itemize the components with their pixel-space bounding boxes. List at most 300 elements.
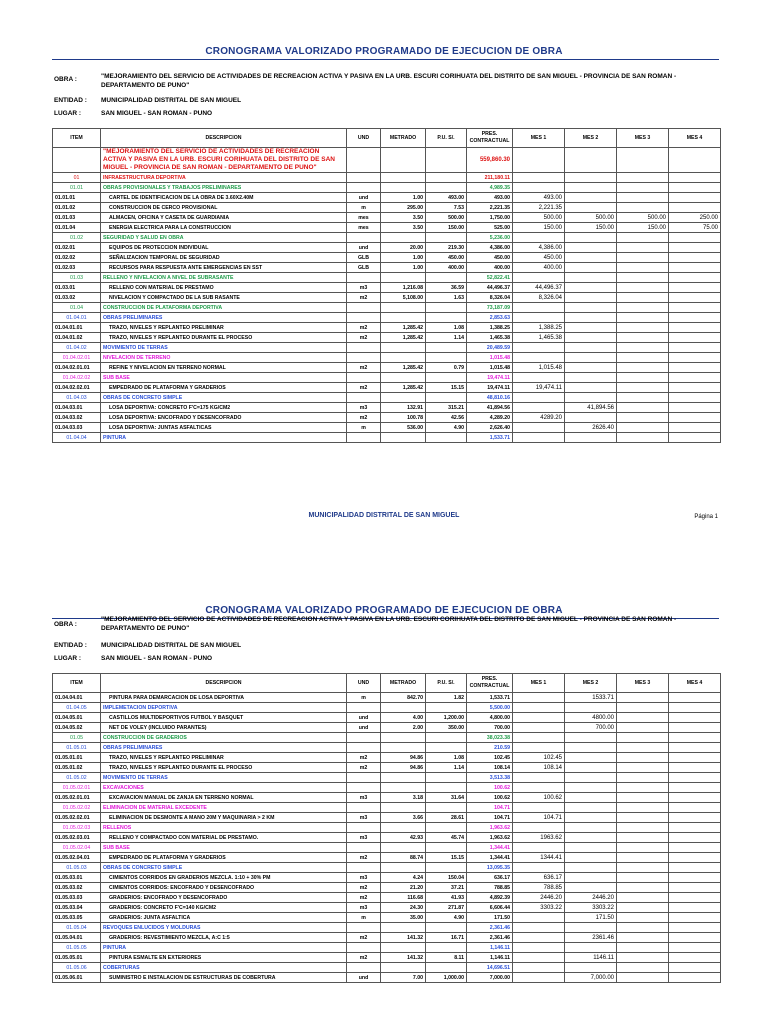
cell-pres: 6,606.44 (467, 903, 513, 913)
cell-item: 01.05.06 (53, 963, 101, 973)
table-row (53, 433, 721, 443)
cell-mes4 (669, 913, 721, 923)
cell-mes2: 3303.22 (565, 903, 617, 913)
col-mes1: MES 1 (513, 129, 565, 148)
cell-desc: EXCAVACIONES (101, 783, 347, 793)
table-row (53, 763, 721, 773)
cell-und: m3 (347, 403, 381, 413)
cell-mes3 (617, 893, 669, 903)
cell-desc: EMPEDRADO DE PLATAFORMA Y GRADERIOS (101, 383, 347, 393)
cell-pres: 1,465.38 (467, 333, 513, 343)
cell-mes2 (565, 883, 617, 893)
cell-mes2 (565, 853, 617, 863)
cell-mes1: 500.00 (513, 213, 565, 223)
cell-metrado: 141.32 (381, 933, 426, 943)
cell-mes3 (617, 943, 669, 953)
cell-mes2 (565, 233, 617, 243)
table-row (53, 733, 721, 743)
cell-mes3 (617, 233, 669, 243)
cell-mes2 (565, 353, 617, 363)
table-header-row (53, 129, 721, 148)
cell-metrado (381, 863, 426, 873)
cell-mes1 (513, 723, 565, 733)
cell-pres: 104.71 (467, 803, 513, 813)
cell-pu (426, 173, 467, 183)
cell-und (347, 353, 381, 363)
cell-mes4 (669, 433, 721, 443)
cell-metrado (381, 273, 426, 283)
cell-pu (426, 963, 467, 973)
cell-mes1: 450.00 (513, 253, 565, 263)
cell-mes1 (513, 863, 565, 873)
cell-mes1 (513, 433, 565, 443)
cell-desc: EQUIPOS DE PROTECCION INDIVIDUAL (101, 243, 347, 253)
cell-desc: RELLENO CON MATERIAL DE PRESTAMO (101, 283, 347, 293)
cell-pres: 1,533.71 (467, 693, 513, 703)
cell-mes1 (513, 353, 565, 363)
cell-desc: MOVIMIENTO DE TERRAS (101, 343, 347, 353)
cell-mes1 (513, 173, 565, 183)
cell-mes1: 636.17 (513, 873, 565, 883)
cell-metrado: 1,285.42 (381, 333, 426, 343)
cell-und (347, 183, 381, 193)
cell-pu: 1.14 (426, 763, 467, 773)
cell-pu (426, 433, 467, 443)
cell-desc: RELLENO Y NIVELACION A NIVEL DE SUBRASANTE (101, 273, 347, 283)
cell-mes1: 19,474.11 (513, 383, 565, 393)
cell-mes3 (617, 973, 669, 983)
cell-mes3 (617, 803, 669, 813)
table-row (53, 363, 721, 373)
cell-und: mes (347, 213, 381, 223)
cell-pu: 41.93 (426, 893, 467, 903)
cell-desc: NIVELACION DE TERRENO (101, 353, 347, 363)
table-row (53, 823, 721, 833)
cell-mes2 (565, 783, 617, 793)
cell-item: 01.04.02.01.01 (53, 363, 101, 373)
cell-mes1 (513, 913, 565, 923)
cell-desc: REFINE Y NIVELACION EN TERRENO NORMAL (101, 363, 347, 373)
cell-item: 01.03 (53, 273, 101, 283)
cell-mes1: 1963.62 (513, 833, 565, 843)
cell-mes2 (565, 963, 617, 973)
cell-mes3: 150.00 (617, 223, 669, 233)
cell-mes1: 2446.20 (513, 893, 565, 903)
cell-metrado: 4.00 (381, 713, 426, 723)
cell-und (347, 703, 381, 713)
cell-pres: 52,822.41 (467, 273, 513, 283)
cell-und (347, 433, 381, 443)
cell-item: 01.05 (53, 733, 101, 743)
cell-mes4 (669, 753, 721, 763)
cell-mes4 (669, 263, 721, 273)
cell-pres: 1,015.48 (467, 363, 513, 373)
cell-mes3 (617, 863, 669, 873)
cell-pu: 1.14 (426, 333, 467, 343)
cell-und (347, 743, 381, 753)
cell-und: GLB (347, 253, 381, 263)
cell-mes2 (565, 243, 617, 253)
cell-item: 01.04.03.02 (53, 413, 101, 423)
cell-item: 01.03.01 (53, 283, 101, 293)
cell-pres: 1,344.41 (467, 843, 513, 853)
cell-mes3 (617, 703, 669, 713)
cell-pu (426, 373, 467, 383)
cell-pres: 73,187.09 (467, 303, 513, 313)
cell-mes3 (617, 373, 669, 383)
cell-desc: TRAZO, NIVELES Y REPLANTEO PRELIMINAR (101, 753, 347, 763)
lugar-value-2: SAN MIGUEL - SAN ROMAN - PUNO (101, 655, 213, 662)
cell-und (347, 843, 381, 853)
cell-pres: 4,800.00 (467, 713, 513, 723)
cell-pu (426, 843, 467, 853)
cell-mes4 (669, 923, 721, 933)
cell-pu (426, 303, 467, 313)
cell-desc: SUMINISTRO E INSTALACION DE ESTRUCTURAS DE COBERTURA (101, 973, 347, 983)
cell-pu: 15.15 (426, 853, 467, 863)
cell-mes4 (669, 803, 721, 813)
cell-pres: 788.85 (467, 883, 513, 893)
cell-und: und (347, 713, 381, 723)
cell-und: m2 (347, 333, 381, 343)
cell-mes3 (617, 733, 669, 743)
cell-mes1 (513, 233, 565, 243)
cell-desc: RECURSOS PARA RESPUESTA ANTE EMERGENCIAS EN SST (101, 263, 347, 273)
cell-pres: 44,496.37 (467, 283, 513, 293)
table-row (53, 173, 721, 183)
cell-pu (426, 733, 467, 743)
cell-metrado (381, 963, 426, 973)
table-row (53, 393, 721, 403)
col-und: UND (347, 129, 381, 148)
cell-pu: 45.74 (426, 833, 467, 843)
cell-mes4 (669, 363, 721, 373)
cell-mes2: 7,000.00 (565, 973, 617, 983)
cell-desc: SUB BASE (101, 843, 347, 853)
cell-mes2 (565, 313, 617, 323)
page-title-2: CRONOGRAMA VALORIZADO PROGRAMADO DE EJECUCION DE OBRA (205, 605, 563, 616)
cell-mes4 (669, 963, 721, 973)
cell-mes2 (565, 293, 617, 303)
cell-und: m2 (347, 323, 381, 333)
cell-desc: OBRAS PRELIMINARES (101, 313, 347, 323)
cell-mes3 (617, 283, 669, 293)
cell-metrado: 141.32 (381, 953, 426, 963)
cell-mes4 (669, 393, 721, 403)
cell-pres: 19,474.11 (467, 383, 513, 393)
table-row (53, 263, 721, 273)
table-row (53, 403, 721, 413)
cell-item: 01.01 (53, 183, 101, 193)
cell-metrado: 1,285.42 (381, 383, 426, 393)
cell-desc: NIVELACION Y COMPACTADO DE LA SUB RASANTE (101, 293, 347, 303)
cell-mes2 (565, 363, 617, 373)
cell-metrado (381, 803, 426, 813)
table-row (53, 963, 721, 973)
cell-pres: 1,388.25 (467, 323, 513, 333)
col-mes3: MES 3 (617, 129, 669, 148)
cell-pres: 400.00 (467, 263, 513, 273)
cell-mes3 (617, 903, 669, 913)
cell-mes2 (565, 393, 617, 403)
cell-mes4 (669, 973, 721, 983)
cell-und: m (347, 203, 381, 213)
cell-mes4 (669, 903, 721, 913)
table-row (53, 313, 721, 323)
cell-pu: 271.87 (426, 903, 467, 913)
cell-pu: 1.08 (426, 753, 467, 763)
cell-pres: 48,810.16 (467, 393, 513, 403)
cell-mes2 (565, 753, 617, 763)
cell-item: 01.01.01 (53, 193, 101, 203)
cell-metrado: 295.00 (381, 203, 426, 213)
cell-pres: 2,221.35 (467, 203, 513, 213)
cell-mes4 (669, 933, 721, 943)
cell-metrado (381, 923, 426, 933)
cell-mes3 (617, 743, 669, 753)
cell-metrado (381, 313, 426, 323)
cell-mes3 (617, 293, 669, 303)
cell-mes4 (669, 293, 721, 303)
cell-und: m2 (347, 763, 381, 773)
cell-mes3 (617, 423, 669, 433)
cell-desc: PINTURA (101, 943, 347, 953)
cell-mes4 (669, 773, 721, 783)
cell-mes1 (513, 343, 565, 353)
cell-mes1: 3303.22 (513, 903, 565, 913)
cell-mes1 (513, 703, 565, 713)
cell-item: 01.05.02.02.01 (53, 813, 101, 823)
cell-mes3 (617, 313, 669, 323)
cell-item: 01.01.02 (53, 203, 101, 213)
cell-metrado (381, 373, 426, 383)
cell-pu: 1,000.00 (426, 973, 467, 983)
cell-metrado: 1.00 (381, 263, 426, 273)
cell-metrado: 42.93 (381, 833, 426, 843)
col-descripcion: DESCRIPCION (101, 129, 347, 148)
col-pu: P.U. S/. (426, 129, 467, 148)
table-row (53, 883, 721, 893)
table-row (53, 853, 721, 863)
cell-metrado: 3.50 (381, 223, 426, 233)
cell-pu (426, 783, 467, 793)
cell-item: 01.05.01 (53, 743, 101, 753)
col-pres: PRES. CONTRACTUAL (467, 129, 513, 148)
cell-desc: GRADERIOS: JUNTA ASFALTICA (101, 913, 347, 923)
cell-metrado: 100.78 (381, 413, 426, 423)
cell-mes2: 1533.71 (565, 693, 617, 703)
table-row (53, 383, 721, 393)
cell-item: 01.01.03 (53, 213, 101, 223)
cell-pu: 1.82 (426, 693, 467, 703)
cell-mes2 (565, 303, 617, 313)
cell-mes1: 104.71 (513, 813, 565, 823)
cell-mes2: 2446.20 (565, 893, 617, 903)
cell-pu (426, 863, 467, 873)
cell-item: 01.05.02 (53, 773, 101, 783)
title-divider (52, 59, 719, 60)
cell-mes4 (669, 283, 721, 293)
cell-mes2 (565, 823, 617, 833)
table-row (53, 213, 721, 223)
col-item: ITEM (53, 129, 101, 148)
cell-pu (426, 343, 467, 353)
table-row (53, 703, 721, 713)
cell-mes4 (669, 863, 721, 873)
cell-mes3 (617, 853, 669, 863)
cell-item: 01.04.03.01 (53, 403, 101, 413)
cell-desc: ALMACEN, OFICINA Y CASETA DE GUARDIANIA (101, 213, 347, 223)
cell-und: m2 (347, 753, 381, 763)
cell-mes4: 250.00 (669, 213, 721, 223)
cell-mes2 (565, 863, 617, 873)
cell-mes1: 2,221.35 (513, 203, 565, 213)
cell-item: 01.04.04.01 (53, 693, 101, 703)
table-row (53, 913, 721, 923)
cell-mes3 (617, 433, 669, 443)
cell-mes4 (669, 723, 721, 733)
table-row (53, 843, 721, 853)
cell-mes2: 700.00 (565, 723, 617, 733)
obra-value: "MEJORAMIENTO DEL SERVICIO DE ACTIVIDADES DE RECREACION ACTIVA Y PASIVA EN LA URB. ESCURI CORIHUATA DEL DISTRITO DE SAN MIGUEL - PROVINCIA DE SAN ROMAN - DEPARTAMENTO DE PUNO" (101, 73, 677, 89)
cell-pres: 450.00 (467, 253, 513, 263)
cell-mes2 (565, 343, 617, 353)
cell-item: 01.05.01.01 (53, 753, 101, 763)
cell-pres: 2,853.63 (467, 313, 513, 323)
table-row (53, 323, 721, 333)
obra-label-2: OBRA : (54, 621, 77, 628)
cell-pu: 4.90 (426, 423, 467, 433)
cell-desc: PINTURA ESMALTE EN EXTERIORES (101, 953, 347, 963)
cell-pu: 7.53 (426, 203, 467, 213)
cell-mes2 (565, 943, 617, 953)
cell-pu: 219.30 (426, 243, 467, 253)
col-metrado: METRADO (381, 129, 426, 148)
cell-und: und (347, 723, 381, 733)
cell-mes1 (513, 773, 565, 783)
cell-item: 01.01.04 (53, 223, 101, 233)
cell-item: 01.05.05.01 (53, 953, 101, 963)
cell-mes4 (669, 823, 721, 833)
cell-mes1 (513, 303, 565, 313)
cell-pu (426, 233, 467, 243)
cell-metrado: 4.24 (381, 873, 426, 883)
cell-item: 01.05.02.04.01 (53, 853, 101, 863)
cell-und: m2 (347, 383, 381, 393)
cell-pres: 636.17 (467, 873, 513, 883)
cell-mes1 (513, 943, 565, 953)
cell-mes2: 4800.00 (565, 713, 617, 723)
cell-pu: 1.08 (426, 323, 467, 333)
cell-und: und (347, 973, 381, 983)
cell-und (347, 823, 381, 833)
cell-mes2 (565, 813, 617, 823)
cell-und (347, 343, 381, 353)
cell-pu: 8.11 (426, 953, 467, 963)
cell-mes3 (617, 393, 669, 403)
cell-mes3 (617, 713, 669, 723)
cell-pres: 4,386.00 (467, 243, 513, 253)
table-row (53, 373, 721, 383)
table-row (53, 773, 721, 783)
cell-mes2: 2361.46 (565, 933, 617, 943)
cell-pres: 5,500.00 (467, 703, 513, 713)
cell-pu: 15.15 (426, 383, 467, 393)
col-pu: P.U. S/. (426, 674, 467, 693)
cell-metrado (381, 433, 426, 443)
cell-pres: 4,989.35 (467, 183, 513, 193)
table-row (53, 693, 721, 703)
cell-desc: SEÑALIZACION TEMPORAL DE SEGURIDAD (101, 253, 347, 263)
cell-pres: 19,474.11 (467, 373, 513, 383)
cell-pu: 42.56 (426, 413, 467, 423)
cell-und (347, 783, 381, 793)
cell-metrado: 2.00 (381, 723, 426, 733)
cell-mes2 (565, 183, 617, 193)
col-metrado: METRADO (381, 674, 426, 693)
cell-desc: LOSA DEPORTIVA: JUNTAS ASFALTICAS (101, 423, 347, 433)
cell-item: 01.05.02.04 (53, 843, 101, 853)
cell-mes4 (669, 953, 721, 963)
cell-mes3 (617, 793, 669, 803)
cell-item: 01.04.05.02 (53, 723, 101, 733)
cell-mes4 (669, 183, 721, 193)
table-row (53, 353, 721, 363)
cell-item: 01.05.02.01 (53, 783, 101, 793)
cell-mes4 (669, 353, 721, 363)
cell-desc: NET DE VOLEY (INCLUIDO PARANTES) (101, 723, 347, 733)
cell-item: 01.05.05 (53, 943, 101, 953)
table-row (53, 973, 721, 983)
cell-mes4 (669, 733, 721, 743)
cell-metrado (381, 943, 426, 953)
table-row (53, 253, 721, 263)
cell-mes2: 41,894.56 (565, 403, 617, 413)
cell-item: 01.02.03 (53, 263, 101, 273)
cell-desc: OBRAS DE CONCRETO SIMPLE (101, 393, 347, 403)
cell-metrado (381, 783, 426, 793)
cell-mes4 (669, 323, 721, 333)
cell-mes1 (513, 693, 565, 703)
cell-pres: 102.45 (467, 753, 513, 763)
cell-mes4 (669, 693, 721, 703)
cell-und (347, 273, 381, 283)
cell-mes3 (617, 263, 669, 273)
cell-pres: 1,146.11 (467, 943, 513, 953)
cell-item: 01.05.04.01 (53, 933, 101, 943)
table-row (53, 203, 721, 213)
cell-mes3 (617, 693, 669, 703)
cell-mes4 (669, 793, 721, 803)
cell-item: 01.05.03.04 (53, 903, 101, 913)
entidad-label: ENTIDAD : (54, 97, 87, 104)
cell-desc: CIMIENTOS CORRIDOS: ENCOFRADO Y DESENCOFRADO (101, 883, 347, 893)
cell-pres: 1,963.62 (467, 823, 513, 833)
cell-item: 01.05.03.02 (53, 883, 101, 893)
cell-metrado: 1.00 (381, 253, 426, 263)
cell-mes4 (669, 383, 721, 393)
cell-item: 01.04.02.02 (53, 373, 101, 383)
cell-desc: GRADERIOS: CONCRETO F'C=140 KG/CM2 (101, 903, 347, 913)
table-row (53, 183, 721, 193)
cell-pres: 8,326.04 (467, 293, 513, 303)
table-row (53, 423, 721, 433)
cell-mes1 (513, 273, 565, 283)
cell-metrado (381, 353, 426, 363)
cell-item: 01.04.02 (53, 343, 101, 353)
cell-mes1: 102.45 (513, 753, 565, 763)
cell-mes3 (617, 783, 669, 793)
